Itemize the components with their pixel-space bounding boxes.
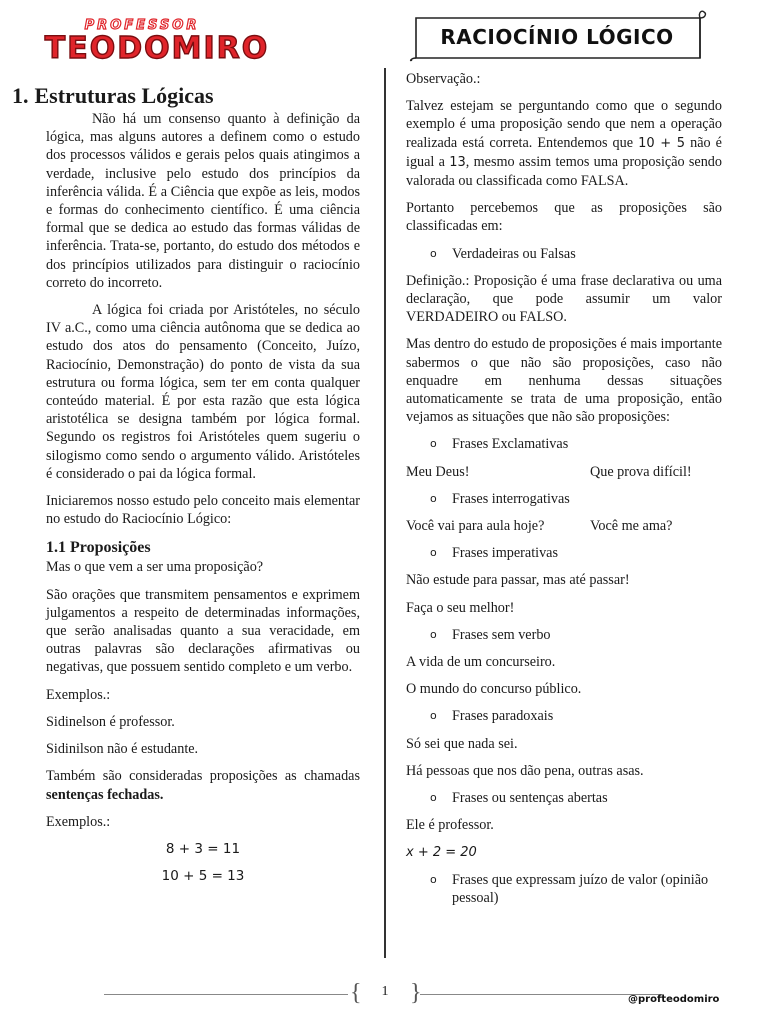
paragraph-sentencas (46, 767, 360, 803)
subsection-title: 1.1 Proposições (46, 539, 151, 557)
list-item: o Frases imperativas (430, 545, 558, 562)
list-item: o Frases paradoxais (430, 708, 554, 725)
example-text: Ele é professor. (406, 817, 494, 834)
bullet-icon: o (430, 437, 437, 451)
paragraph-proposicoes: São orações que transmitem pensamentos e exprimem julgamentos a respeito de determinadas informações, que serão analisadas quanto a sua veracidade, em outras palavras são declarações afirmativas ou negativas, que possuem sentido completo e um verbo. (46, 586, 360, 676)
section-title: Estruturas Lógicas (34, 83, 214, 108)
example-text: Só sei que nada sei. (406, 735, 518, 752)
example-text: A vida de um concurseiro. (406, 654, 556, 671)
example-pair: Meu Deus! Que prova difícil! (406, 463, 692, 480)
examples-label-2: Exemplos.: (46, 813, 111, 830)
example-equation: x + 2 = 20 (406, 844, 477, 860)
bullet-icon: o (430, 709, 437, 723)
sentencas-bold: sentenças fechadas. (46, 786, 164, 803)
example-text: Faça o seu melhor! (406, 599, 515, 616)
example-text: Não estude para passar, mas até passar! (406, 572, 630, 589)
list-item: o Frases ou sentenças abertas (430, 790, 608, 807)
social-handle: @profteodomiro (628, 994, 720, 1005)
bullet-icon: o (430, 872, 437, 886)
list-item: o Frases interrogativas (430, 490, 570, 507)
footer-rule-left (104, 994, 348, 995)
example-2: Sidinilson não é estudante. (46, 741, 199, 758)
list-item: o Frases sem verbo (430, 626, 551, 643)
example-pair: Você vai para aula hoje? Você me ama? (406, 518, 673, 535)
list-item: o Frases que expressam juízo de valor (opinião pessoal) (430, 871, 709, 906)
bullet-icon: o (430, 491, 437, 505)
paragraph-classified: Portanto percebemos que as proposições são classificadas em: (406, 200, 722, 235)
example-1: Sidinelson é professor. (46, 713, 175, 730)
list-item: o Verdadeiras ou Falsas (430, 245, 576, 262)
sentencas-text: Também são consideradas proposições as chamadas (46, 768, 360, 785)
paragraph-definition-prop: Definição.: Proposição é uma frase declarativa ou uma declaração, que pode assumir um valor VERDADEIRO ou FALSO. (406, 272, 722, 326)
equation-2: 10 + 5 = 13 (161, 868, 245, 885)
bullet-icon: o (430, 546, 437, 560)
paragraph-observation: Talvez estejam se perguntando como que o segundo exemplo é uma proposição sendo que nem a operação realizada está correta. Entendemos que 10 + 5 não é igual a 13, mesmo assim temos uma proposição sendo valorada ou classificada como FALSA. (406, 98, 722, 190)
examples-label: Exemplos.: (46, 686, 111, 703)
bullet-icon: o (430, 246, 437, 260)
question-text: Mas o que vem a ser uma proposição? (46, 559, 264, 576)
list-item: o Frases Exclamativas (430, 436, 569, 453)
column-divider (384, 68, 386, 958)
example-text: Há pessoas que nos dão pena, outras asas. (406, 762, 644, 779)
equation-1: 8 + 3 = 11 (165, 840, 241, 857)
paragraph-definition: Não há um consenso quanto à definição da lógica, mas alguns autores a definem como o estudo dos processos válidos e gerais pelos quais atingimos a verdade, inclusive pelo estudo dos princípios da inferência válida. É a Ciência que expõe as leis, modos e formas do conhecimento científico. É uma ciência formal que se dedica ao estudo das formas válidas de inferência. Trata-se, portanto, do estudo dos métodos e dos princípios utilizados para distinguir o raciocínio correto do incorreto. (46, 111, 360, 291)
page-number: 1 (381, 984, 389, 999)
right-column (406, 70, 722, 916)
section-heading (12, 82, 360, 110)
left-column (12, 82, 360, 894)
paragraph-intro: Iniciaremos nosso estudo pelo conceito mais elementar no estudo do Raciocínio Lógico: (46, 493, 360, 528)
page-title: RACIOCÍNIO LÓGICO (440, 25, 674, 49)
teodomiro-logo (12, 16, 302, 62)
bullet-icon: o (430, 791, 437, 805)
logo-small-text: PROFESSOR (84, 18, 200, 33)
section-number: 1. (12, 83, 29, 108)
math-expression: 10 + 5 (638, 135, 686, 151)
math-value: 13 (449, 154, 466, 170)
example-text: O mundo do concurso público. (406, 681, 582, 698)
left-brace-icon: { (350, 980, 362, 1006)
paragraph-aristoteles: A lógica foi criada por Aristóteles, no século IV a.C., como uma ciência autônoma que se dedica ao estudo dos atos do pensamento (Conceito, Juízo, Raciocínio, Demonstração) do ponto de vista da sua estrutura ou forma lógica, sem ter em conta qualquer conteúdo material. É por esta razão que esta lógica aristotélica se designa também por lógica formal. Segundo os registros foi Aristóteles quem sugeriu o silogismo como sendo o argumento válido. Aristóteles é considerado o pai da lógica formal. (46, 302, 360, 482)
logo-big-text: TEODOMIRO (44, 31, 270, 62)
observation-label: Observação.: (406, 71, 481, 87)
bullet-icon: o (430, 627, 437, 641)
paragraph-not-propositions: Mas dentro do estudo de proposições é mais importante sabermos o que não são proposições, caso não enquadre em nenhuma dessas situações automaticamente se trata de uma proposição, então vejamos as situações que não são proposições: (406, 336, 722, 426)
right-brace-icon: } (410, 980, 422, 1006)
